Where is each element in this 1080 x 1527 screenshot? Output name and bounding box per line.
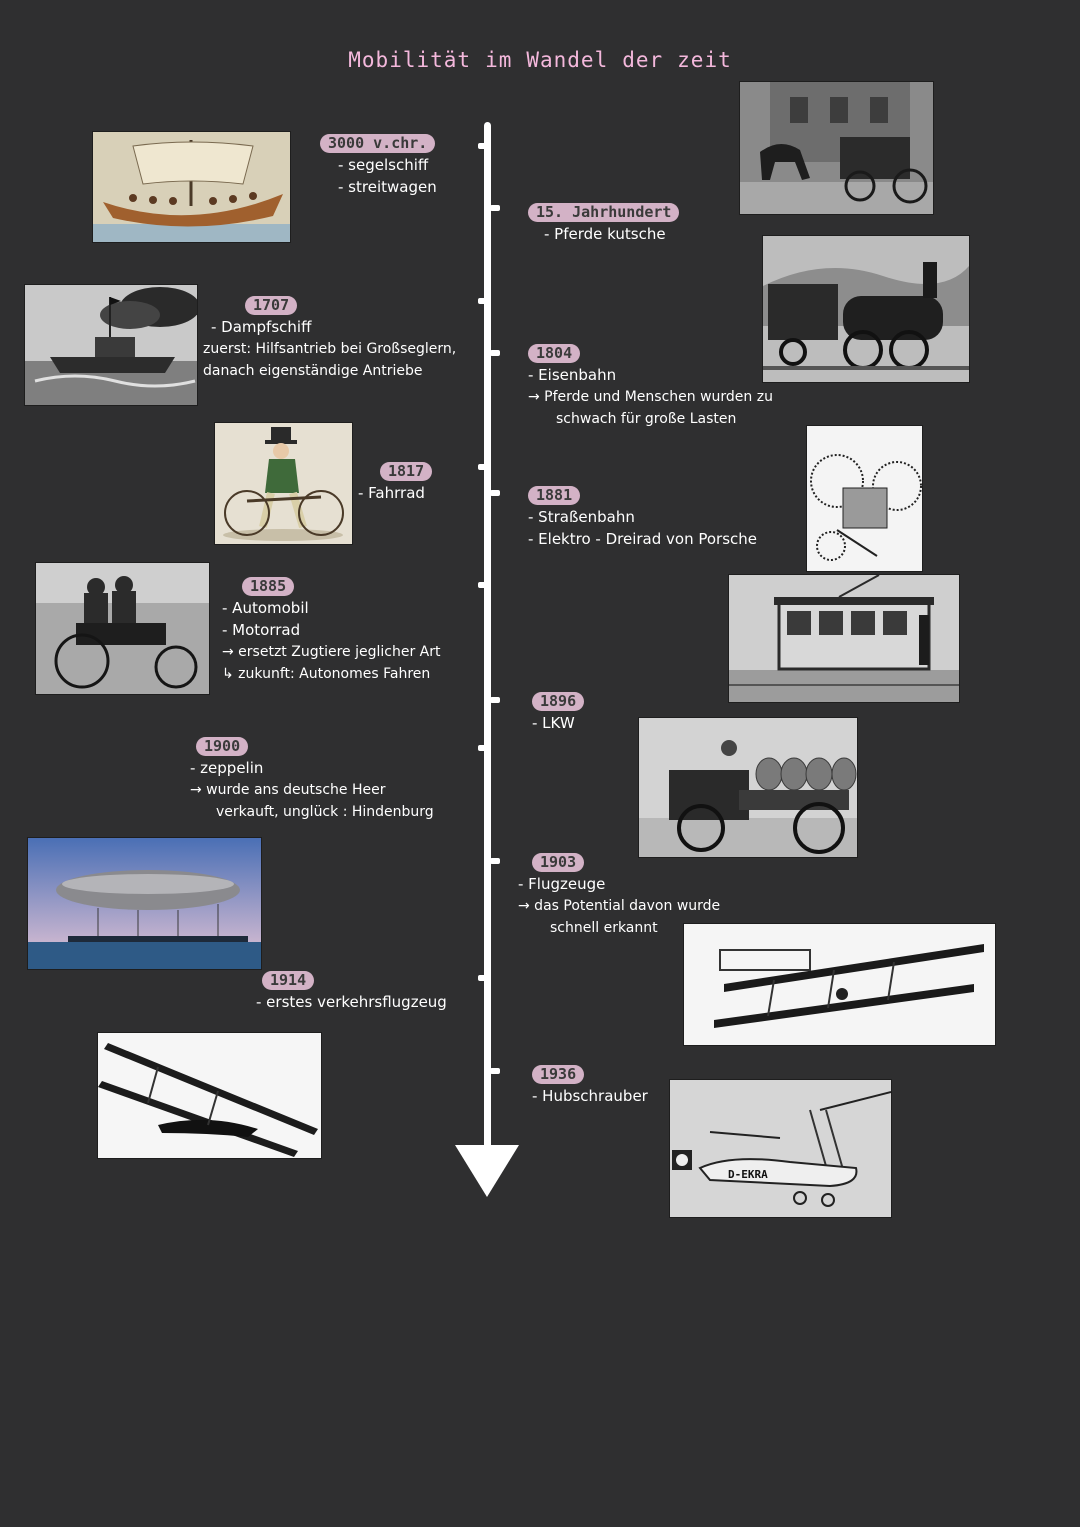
entry-line: → das Potential davon wurde [518, 898, 721, 914]
timeline-tick [490, 1068, 500, 1074]
year-badge: 1817 [380, 462, 432, 481]
entry-1804 [528, 342, 773, 430]
entry-1885 [222, 575, 440, 685]
entry-line: - erstes verkehrsflugzeug [256, 993, 447, 1011]
timeline-tick [490, 205, 500, 211]
tram-photo [729, 575, 959, 702]
entry-1900 [190, 735, 434, 823]
airliner-photo [98, 1033, 321, 1158]
entry-line: - segelschiff [338, 156, 429, 174]
title-word-5: zeit [677, 48, 732, 72]
timeline-tick [478, 298, 488, 304]
entry-line: ↳ zukunft: Autonomes Fahren [222, 666, 431, 682]
entry-line: - Automobil [222, 599, 309, 617]
year-badge: 1885 [242, 577, 294, 596]
timeline-tick [490, 858, 500, 864]
truck-photo [639, 718, 857, 857]
title-word-2: im [485, 48, 513, 72]
timeline-arrow-icon [455, 1145, 519, 1197]
zeppelin-photo [28, 838, 261, 969]
horse-carriage-photo [740, 82, 933, 214]
entry-line: - Motorrad [222, 621, 301, 639]
year-badge: 1707 [245, 296, 297, 315]
title-word-4: der [622, 48, 664, 72]
benz-motorwagen-photo [36, 563, 209, 694]
helicopter-photo [670, 1080, 891, 1217]
entry-line: - Fahrrad [358, 484, 425, 502]
title-word-1: Mobilität [348, 48, 472, 72]
entry-line: - Dampfschiff [211, 318, 312, 336]
year-badge: 1903 [532, 853, 584, 872]
entry-line: - Hubschrauber [532, 1087, 648, 1105]
electric-tricycle-photo [807, 426, 922, 571]
entry-line: → wurde ans deutsche Heer [190, 782, 386, 798]
entry-line: - Pferde kutsche [544, 225, 666, 243]
entry-line: - Elektro - Dreirad von Porsche [528, 530, 757, 548]
entry-1881 [528, 484, 757, 550]
title-word-3: Wandel [526, 48, 609, 72]
timeline-tick [478, 582, 488, 588]
entry-line: → Pferde und Menschen wurden zu [528, 389, 773, 405]
year-badge: 3000 v.chr. [320, 134, 435, 153]
timeline-tick [478, 464, 488, 470]
timeline-tick [490, 490, 500, 496]
timeline-tick [478, 975, 488, 981]
timeline-tick [478, 143, 488, 149]
entry-line: verkauft, unglück : Hindenburg [216, 804, 434, 820]
entry-line: - Flugzeuge [518, 875, 606, 893]
entry-line: schnell erkannt [550, 920, 658, 936]
entry-line: - streitwagen [338, 178, 437, 196]
year-badge: 1804 [528, 344, 580, 363]
entry-line: - Eisenbahn [528, 366, 617, 384]
entry-1817 [358, 460, 432, 504]
sailing-ship-photo [93, 132, 290, 242]
entry-1707 [203, 294, 456, 382]
timeline-tick [490, 697, 500, 703]
entry-line: schwach für große Lasten [556, 411, 737, 427]
entry-line: danach eigenständige Antriebe [203, 363, 423, 379]
year-badge: 15. Jahrhundert [528, 203, 679, 222]
entry-line: zuerst: Hilfsantrieb bei Großseglern, [203, 341, 457, 357]
page-title [0, 48, 1080, 72]
entry-1914 [256, 969, 447, 1013]
entry-line: - zeppelin [190, 759, 264, 777]
year-badge: 1900 [196, 737, 248, 756]
year-badge: 1881 [528, 486, 580, 505]
locomotive-photo [763, 236, 969, 382]
steamship-photo [25, 285, 197, 405]
biplane-photo [684, 924, 995, 1045]
entry-3000-bc [320, 132, 437, 198]
entry-15th-century [528, 201, 679, 245]
year-badge: 1896 [532, 692, 584, 711]
timeline-axis [484, 122, 491, 1170]
year-badge: 1936 [532, 1065, 584, 1084]
entry-line: → ersetzt Zugtiere jeglicher Art [222, 644, 441, 660]
helicopter-registration: D-EKRA [728, 1168, 768, 1181]
entry-1936 [532, 1063, 648, 1107]
year-badge: 1914 [262, 971, 314, 990]
timeline-tick [478, 745, 488, 751]
entry-line: - LKW [532, 714, 575, 732]
entry-1896 [532, 690, 584, 734]
timeline-tick [490, 350, 500, 356]
draisine-photo [215, 423, 352, 544]
entry-line: - Straßenbahn [528, 508, 635, 526]
